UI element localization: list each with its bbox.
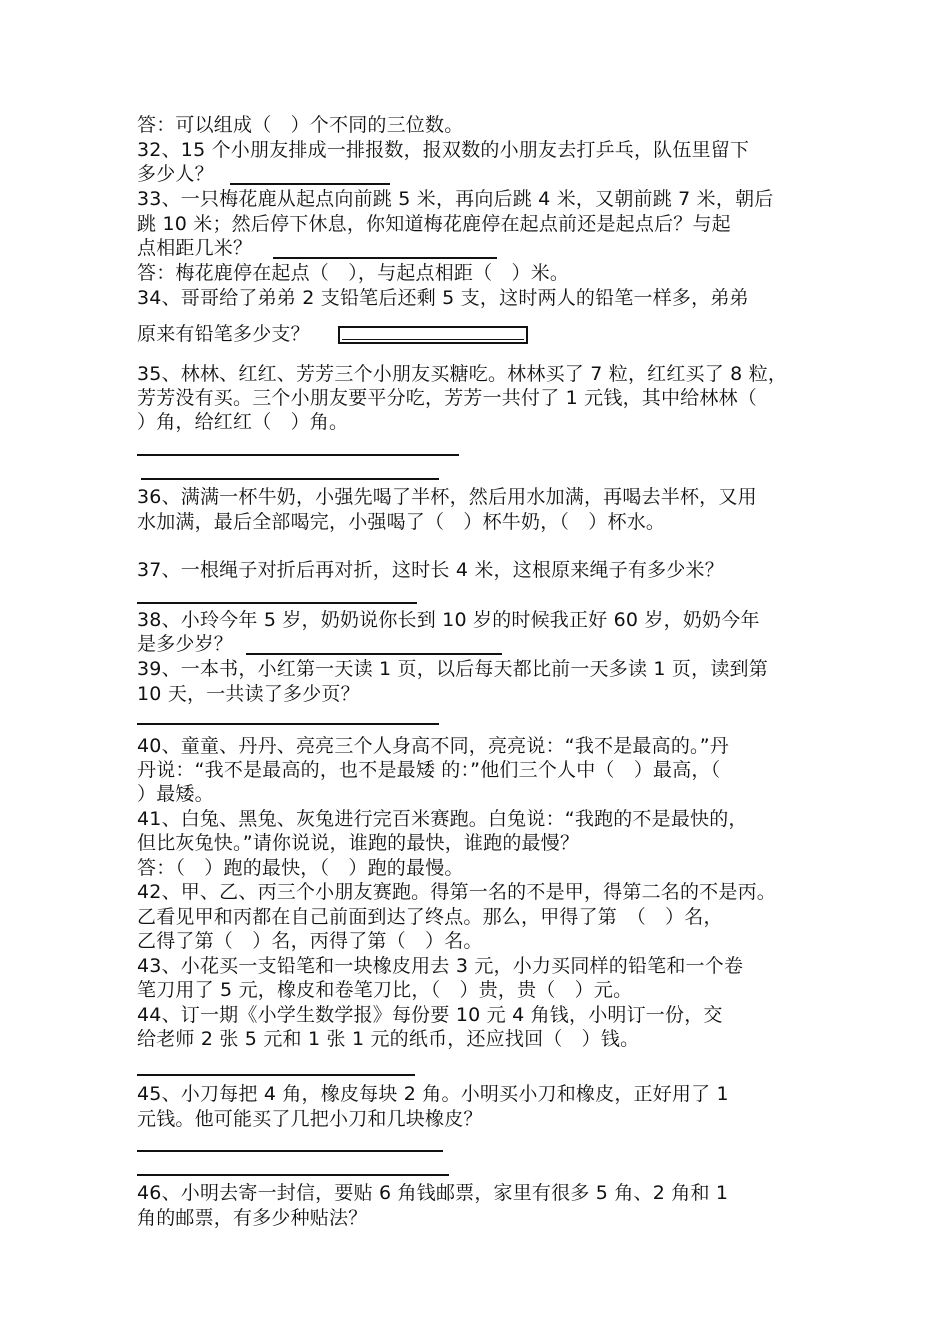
text-line: 36、满满一杯牛奶，小强先喝了半杯，然后用水加满，再喝去半杯，又用 <box>137 486 757 508</box>
answer-line <box>137 454 459 456</box>
answer-line <box>137 1150 443 1152</box>
text-line: 乙得了第（ ）名，丙得了第（ ）名。 <box>137 930 483 952</box>
text-line: 水加满，最后全部喝完，小强喝了（ ）杯牛奶，（ ）杯水。 <box>137 511 666 533</box>
text-line: 点相距几米？ <box>137 237 253 259</box>
text-line: 42、甲、乙、丙三个小朋友赛跑。得第一名的不是甲，得第二名的不是丙。 <box>137 881 776 903</box>
text-line: 多少人？ <box>137 163 214 185</box>
text-line: 给老师 2 张 5 元和 1 张 1 元的纸币，还应找回（ ）钱。 <box>137 1028 640 1050</box>
text-line: 芳芳没有买。三个小朋友要平分吃，芳芳一共付了 1 元钱，其中给林林（ <box>137 387 757 409</box>
text-line: 43、小花买一支铅笔和一块橡皮用去 3 元，小力买同样的铅笔和一个卷 <box>137 955 744 977</box>
answer-line <box>230 183 390 185</box>
text-line: 39、一本书，小红第一天读 1 页，以后每天都比前一天多读 1 页，读到第 <box>137 658 768 680</box>
text-line: 44、订一期《小学生数学报》每份要 10 元 4 角钱，小明订一份，交 <box>137 1004 723 1026</box>
text-line: 角的邮票，有多少种贴法？ <box>137 1207 368 1229</box>
answer-line <box>137 602 417 604</box>
text-line: 元钱。他可能买了几把小刀和几块橡皮？ <box>137 1108 483 1130</box>
text-line: 答：可以组成（ ）个不同的三位数。 <box>137 114 464 136</box>
text-line: 32、15 个小朋友排成一排报数，报双数的小朋友去打乒乓，队伍里留下 <box>137 139 750 161</box>
text-line: 38、小玲今年 5 岁，奶奶说你长到 10 岁的时候我正好 60 岁，奶奶今年 <box>137 609 760 631</box>
text-line: 但比灰兔快。”请你说说，谁跑的最快，谁跑的最慢？ <box>137 832 580 854</box>
text-line: 34、哥哥给了弟弟 2 支铅笔后还剩 5 支，这时两人的铅笔一样多，弟弟 <box>137 287 749 309</box>
text-line: 40、童童、丹丹、亮亮三个人身高不同，亮亮说：“我不是最高的。”丹 <box>137 735 729 757</box>
text-line: 答：梅花鹿停在起点（ ），与起点相距（ ）米。 <box>137 262 570 284</box>
text-line: 33、一只梅花鹿从起点向前跳 5 米，再向后跳 4 米，又朝前跳 7 米，朝后 <box>137 188 774 210</box>
text-line: 45、小刀每把 4 角，橡皮每块 2 角。小明买小刀和橡皮，正好用了 1 <box>137 1083 729 1105</box>
text-line: ）最矮。 <box>137 783 214 805</box>
answer-box <box>338 326 528 344</box>
answer-line <box>137 1074 415 1076</box>
text-line: 丹说：“我不是最高的，也不是最矮 的：”他们三个人中（ ）最高，（ <box>137 759 721 781</box>
answer-line <box>137 1174 449 1176</box>
text-line: 乙看见甲和丙都在自己前面到达了终点。那么，甲得了第 （ ）名， <box>137 906 723 928</box>
text-line: 原来有铅笔多少支？ <box>137 323 310 345</box>
text-line: 35、林林、红红、芳芳三个小朋友买糖吃。林林买了 7 粒，红红买了 8 粒， <box>137 363 788 385</box>
text-line: 跳 10 米；然后停下休息，你知道梅花鹿停在起点前还是起点后？与起 <box>137 213 731 235</box>
text-line: 是多少岁？ <box>137 633 234 655</box>
text-line: ）角，给红红（ ）角。 <box>137 411 349 433</box>
text-line: 答：（ ）跑的最快，（ ）跑的最慢。 <box>137 857 464 879</box>
text-line: 笔刀用了 5 元，橡皮和卷笔刀比，（ ）贵，贵（ ）元。 <box>137 979 633 1001</box>
answer-line <box>273 257 497 259</box>
text-line: 41、白兔、黑兔、灰兔进行完百米赛跑。白兔说：“我跑的不是最快的， <box>137 808 748 830</box>
text-line: 46、小明去寄一封信，要贴 6 角钱邮票，家里有很多 5 角、2 角和 1 <box>137 1182 729 1204</box>
text-line: 10 天，一共读了多少页？ <box>137 683 360 705</box>
answer-line <box>137 723 439 725</box>
text-line: 37、一根绳子对折后再对折，这时长 4 米，这根原来绳子有多少米？ <box>137 559 724 581</box>
answer-line <box>246 653 502 655</box>
answer-line <box>141 478 439 480</box>
